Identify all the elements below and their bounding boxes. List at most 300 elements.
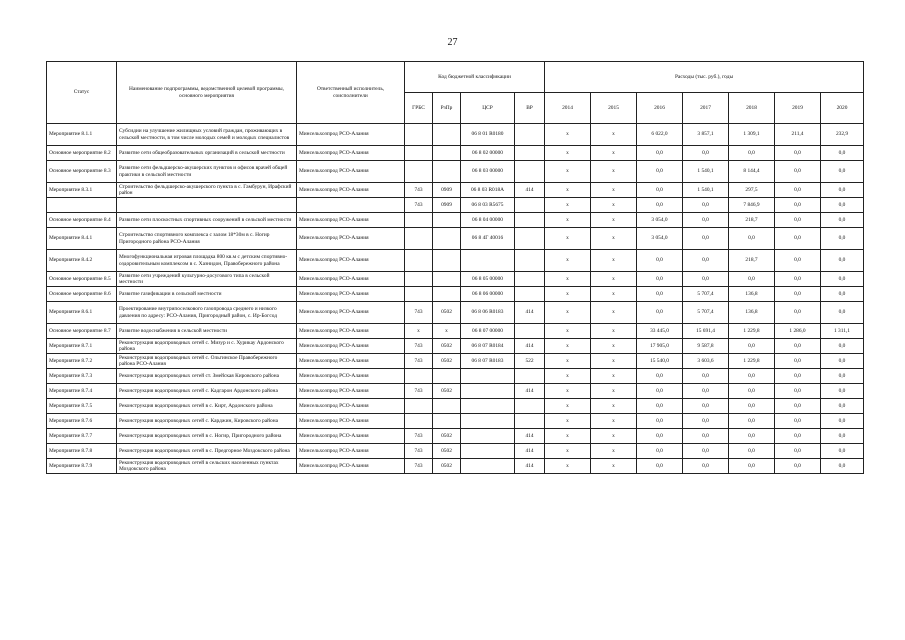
row-name: Развитие газификации в сельской местности [117, 287, 297, 302]
row-vr: 414 [515, 302, 545, 324]
table-row [47, 444, 864, 459]
row-value-2015: х [591, 250, 637, 272]
row-executor: Минсельхозпрод РСО-Алания [297, 213, 405, 228]
row-value-2019: 0,0 [775, 198, 821, 213]
row-vr [515, 414, 545, 429]
row-csr: 06 8 4Г 40016 [461, 228, 515, 250]
row-value-2019: 0,0 [775, 250, 821, 272]
row-value-2019: 0,0 [775, 414, 821, 429]
row-value-2018: 1 229,8 [729, 354, 775, 369]
row-rzpr [433, 272, 461, 287]
row-vr [515, 369, 545, 384]
row-value-2015: х [591, 354, 637, 369]
row-name: Реконструкция водопроводных сетей в сельских населенных пунктах Моздокского района [117, 459, 297, 474]
row-csr [461, 250, 515, 272]
header-status: Статус [47, 62, 117, 124]
row-executor: Минсельхозпрод РСО-Алания [297, 250, 405, 272]
row-vr [515, 198, 545, 213]
row-value-2019: 0,0 [775, 146, 821, 161]
row-vr: 414 [515, 183, 545, 198]
row-executor: Минсельхозпрод РСО-Алания [297, 124, 405, 146]
row-value-2018: 0,0 [729, 429, 775, 444]
row-value-2020: 0,0 [821, 339, 864, 354]
row-value-2018: 218,7 [729, 213, 775, 228]
row-value-2017: 0,0 [683, 429, 729, 444]
row-value-2019: 0,0 [775, 272, 821, 287]
row-status: Мероприятие 8.1.1 [47, 124, 117, 146]
row-rzpr: 0502 [433, 384, 461, 399]
row-rzpr [433, 414, 461, 429]
row-value-2020: 0,0 [821, 384, 864, 399]
row-status: Мероприятие 8.7.6 [47, 414, 117, 429]
row-value-2020: 0,0 [821, 228, 864, 250]
row-value-2015: х [591, 287, 637, 302]
row-value-2018: 7 846,9 [729, 198, 775, 213]
row-value-2014: х [545, 198, 591, 213]
row-grbs: 743 [405, 183, 433, 198]
row-executor: Минсельхозпрод РСО-Алания [297, 444, 405, 459]
row-value-2016: 0,0 [637, 161, 683, 183]
row-grbs: 743 [405, 198, 433, 213]
row-rzpr [433, 399, 461, 414]
row-value-2017: 1 540,1 [683, 161, 729, 183]
row-value-2015: х [591, 161, 637, 183]
row-value-2018: 136,8 [729, 302, 775, 324]
row-status: Мероприятие 8.3.1 [47, 183, 117, 198]
row-value-2020: 0,0 [821, 161, 864, 183]
row-value-2019: 0,0 [775, 161, 821, 183]
row-csr [461, 414, 515, 429]
row-status: Основное мероприятие 8.4 [47, 213, 117, 228]
row-vr: 414 [515, 339, 545, 354]
row-value-2018: 0,0 [729, 414, 775, 429]
row-value-2019: 0,0 [775, 444, 821, 459]
row-executor: Минсельхозпрод РСО-Алания [297, 384, 405, 399]
table-row [47, 354, 864, 369]
row-rzpr [433, 146, 461, 161]
row-status: Мероприятие 8.7.7 [47, 429, 117, 444]
table-row [47, 250, 864, 272]
row-value-2018: 1 229,8 [729, 324, 775, 339]
table-row [47, 429, 864, 444]
row-rzpr [433, 124, 461, 146]
table-row [47, 414, 864, 429]
row-executor [297, 198, 405, 213]
header-year-6: 2020 [821, 93, 864, 124]
row-status: Мероприятие 8.7.2 [47, 354, 117, 369]
row-executor: Минсельхозпрод РСО-Алания [297, 459, 405, 474]
row-value-2016: 3 054,0 [637, 213, 683, 228]
row-executor: Минсельхозпрод РСО-Алания [297, 399, 405, 414]
row-name: Развитие водоснабжения в сельской местности [117, 324, 297, 339]
row-rzpr [433, 161, 461, 183]
row-name: Субсидии на улучшение жилищных условий граждан, проживающих в сельской местности, в том числе молодых семей и молодых специалистов [117, 124, 297, 146]
table-row [47, 198, 864, 213]
row-value-2015: х [591, 384, 637, 399]
row-value-2017: 0,0 [683, 369, 729, 384]
row-name [117, 198, 297, 213]
row-executor: Минсельхозпрод РСО-Алания [297, 146, 405, 161]
row-value-2016: 0,0 [637, 287, 683, 302]
row-grbs [405, 287, 433, 302]
row-csr [461, 369, 515, 384]
row-value-2015: х [591, 414, 637, 429]
row-value-2019: 0,0 [775, 287, 821, 302]
row-value-2017: 0,0 [683, 213, 729, 228]
row-value-2018: 0,0 [729, 399, 775, 414]
row-name: Реконструкция водопроводных сетей с. Карджин, Кировского района [117, 414, 297, 429]
row-value-2014: х [545, 183, 591, 198]
row-grbs: х [405, 324, 433, 339]
row-name: Проектирование внутрипоселкового газопровода среднего и низкого давления по адресу: РСО-Алания, Пригородный район, с. Ир-Богсод [117, 302, 297, 324]
row-name: Реконструкция водопроводных сетей с. Мизур и с. Хурикау Ардонского района [117, 339, 297, 354]
row-value-2015: х [591, 399, 637, 414]
row-name: Строительство спортивного комплекса с залом 18*30м в с. Ногир Пригородного района РСО-Алания [117, 228, 297, 250]
row-vr [515, 146, 545, 161]
header-code-1: РзПр [433, 93, 461, 124]
row-value-2020: 0,0 [821, 250, 864, 272]
row-value-2017: 0,0 [683, 414, 729, 429]
row-value-2016: 0,0 [637, 384, 683, 399]
row-rzpr: 0502 [433, 459, 461, 474]
row-rzpr: 0502 [433, 429, 461, 444]
row-csr: 06 8 06 00000 [461, 287, 515, 302]
row-value-2017: 9 587,8 [683, 339, 729, 354]
row-vr [515, 228, 545, 250]
row-vr [515, 324, 545, 339]
row-status: Мероприятие 8.7.9 [47, 459, 117, 474]
row-grbs [405, 124, 433, 146]
row-executor: Минсельхозпрод РСО-Алания [297, 429, 405, 444]
header-executor: Ответственный исполнитель, соисполнители [297, 62, 405, 124]
row-executor: Минсельхозпрод РСО-Алания [297, 228, 405, 250]
row-value-2018: 1 309,1 [729, 124, 775, 146]
row-status: Основное мероприятие 8.2 [47, 146, 117, 161]
table-row [47, 384, 864, 399]
row-value-2017: 0,0 [683, 198, 729, 213]
row-value-2016: 0,0 [637, 459, 683, 474]
row-value-2016: 33 445,0 [637, 324, 683, 339]
row-value-2015: х [591, 459, 637, 474]
row-value-2014: х [545, 287, 591, 302]
row-value-2017: 0,0 [683, 444, 729, 459]
row-grbs: 743 [405, 302, 433, 324]
row-value-2020: 0,0 [821, 287, 864, 302]
row-value-2014: х [545, 146, 591, 161]
row-executor: Минсельхозпрод РСО-Алания [297, 272, 405, 287]
row-csr: 06 8 01 R0180 [461, 124, 515, 146]
row-value-2018: 8 144,4 [729, 161, 775, 183]
row-csr: 06 8 07 R0184 [461, 339, 515, 354]
row-csr [461, 459, 515, 474]
row-grbs [405, 228, 433, 250]
row-executor: Минсельхозпрод РСО-Алания [297, 287, 405, 302]
row-value-2019: 211,4 [775, 124, 821, 146]
row-name: Многофункциональная игровая площадка 800 кв.м с детским спортивно-оздоровительным комплексом в с. Хазнидон, Правобережного района [117, 250, 297, 272]
row-grbs: 743 [405, 429, 433, 444]
row-value-2016: 17 905,0 [637, 339, 683, 354]
row-value-2014: х [545, 339, 591, 354]
table-body [47, 124, 864, 474]
row-value-2019: 0,0 [775, 183, 821, 198]
row-value-2015: х [591, 213, 637, 228]
row-value-2020: 1 311,1 [821, 324, 864, 339]
row-vr: 414 [515, 444, 545, 459]
row-value-2019: 0,0 [775, 369, 821, 384]
header-year-0: 2014 [545, 93, 591, 124]
row-value-2019: 0,0 [775, 429, 821, 444]
row-value-2020: 0,0 [821, 414, 864, 429]
row-value-2016: 15 540,0 [637, 354, 683, 369]
row-value-2017: 0,0 [683, 272, 729, 287]
row-value-2017: 0,0 [683, 146, 729, 161]
row-value-2017: 5 707,4 [683, 287, 729, 302]
row-value-2014: х [545, 384, 591, 399]
row-grbs [405, 369, 433, 384]
row-name: Реконструкция водопроводных сетей в с. Кирт, Ардонского района [117, 399, 297, 414]
row-rzpr [433, 228, 461, 250]
row-value-2020: 0,0 [821, 429, 864, 444]
row-value-2020: 232,9 [821, 124, 864, 146]
row-rzpr [433, 369, 461, 384]
header-code-3: ВР [515, 93, 545, 124]
row-value-2016: 3 054,0 [637, 228, 683, 250]
row-value-2020: 0,0 [821, 354, 864, 369]
row-name: Реконструкция водопроводных сетей ст. Змейская Кировского района [117, 369, 297, 384]
row-grbs: 743 [405, 459, 433, 474]
row-value-2016: 0,0 [637, 444, 683, 459]
row-value-2017: 5 707,4 [683, 302, 729, 324]
row-grbs [405, 161, 433, 183]
row-value-2019: 1 286,0 [775, 324, 821, 339]
table-row [47, 324, 864, 339]
row-name: Развитие сети учреждений культурно-досугового типа в сельской местности [117, 272, 297, 287]
row-status: Мероприятие 8.7.5 [47, 399, 117, 414]
row-csr: 06 8 04 00000 [461, 213, 515, 228]
row-rzpr: 0502 [433, 339, 461, 354]
row-name: Развитие сети плоскостных спортивных сооружений в сельской местности [117, 213, 297, 228]
row-value-2019: 0,0 [775, 384, 821, 399]
row-name: Реконструкция водопроводных сетей в с. Ногир, Пригородного района [117, 429, 297, 444]
table-row [47, 272, 864, 287]
row-csr [461, 384, 515, 399]
row-value-2019: 0,0 [775, 459, 821, 474]
row-value-2020: 0,0 [821, 302, 864, 324]
row-value-2016: 0,0 [637, 183, 683, 198]
row-vr [515, 161, 545, 183]
row-value-2017: 0,0 [683, 384, 729, 399]
row-value-2020: 0,0 [821, 198, 864, 213]
row-vr [515, 399, 545, 414]
row-value-2014: х [545, 124, 591, 146]
row-vr: 414 [515, 429, 545, 444]
row-value-2014: х [545, 324, 591, 339]
row-value-2017: 0,0 [683, 250, 729, 272]
table-row [47, 213, 864, 228]
row-status: Основное мероприятие 8.7 [47, 324, 117, 339]
row-value-2016: 0,0 [637, 272, 683, 287]
row-executor: Минсельхозпрод РСО-Алания [297, 183, 405, 198]
row-rzpr: х [433, 324, 461, 339]
row-value-2016: 0,0 [637, 198, 683, 213]
row-vr [515, 287, 545, 302]
row-grbs: 743 [405, 444, 433, 459]
row-value-2015: х [591, 429, 637, 444]
row-value-2017: 1 540,1 [683, 183, 729, 198]
row-grbs: 743 [405, 339, 433, 354]
row-value-2018: 0,0 [729, 384, 775, 399]
table-row [47, 459, 864, 474]
row-value-2015: х [591, 183, 637, 198]
row-grbs: 743 [405, 354, 433, 369]
row-rzpr [433, 250, 461, 272]
header-code-2: ЦСР [461, 93, 515, 124]
row-value-2018: 218,7 [729, 250, 775, 272]
table-row [47, 146, 864, 161]
row-vr [515, 250, 545, 272]
row-vr: 414 [515, 459, 545, 474]
row-grbs [405, 272, 433, 287]
row-csr: 06 8 06 R0183 [461, 302, 515, 324]
row-value-2014: х [545, 272, 591, 287]
table-row [47, 399, 864, 414]
row-csr: 06 8 03 00000 [461, 161, 515, 183]
row-value-2015: х [591, 272, 637, 287]
row-value-2014: х [545, 354, 591, 369]
row-vr: 522 [515, 354, 545, 369]
row-grbs: 743 [405, 384, 433, 399]
header-year-4: 2018 [729, 93, 775, 124]
row-value-2015: х [591, 302, 637, 324]
row-status: Основное мероприятие 8.6 [47, 287, 117, 302]
row-status: Мероприятие 8.7.4 [47, 384, 117, 399]
row-value-2019: 0,0 [775, 354, 821, 369]
row-status: Мероприятие 8.4.1 [47, 228, 117, 250]
row-name: Реконструкция водопроводных сетей с. Ольгинское Правобережного района РСО-Алания [117, 354, 297, 369]
row-value-2016: 0,0 [637, 302, 683, 324]
table-header [47, 62, 864, 124]
row-value-2014: х [545, 213, 591, 228]
row-value-2020: 0,0 [821, 459, 864, 474]
row-value-2020: 0,0 [821, 146, 864, 161]
row-value-2018: 0,0 [729, 459, 775, 474]
row-value-2014: х [545, 399, 591, 414]
row-value-2014: х [545, 302, 591, 324]
row-value-2020: 0,0 [821, 444, 864, 459]
row-executor: Минсельхозпрод РСО-Алания [297, 414, 405, 429]
row-value-2016: 0,0 [637, 250, 683, 272]
row-status: Основное мероприятие 8.5 [47, 272, 117, 287]
row-rzpr: 0502 [433, 302, 461, 324]
header-year-3: 2017 [683, 93, 729, 124]
row-name: Развитие сети общеобразовательных организаций в сельской местности [117, 146, 297, 161]
row-value-2018: 0,0 [729, 339, 775, 354]
row-csr: 06 8 03 R5675 [461, 198, 515, 213]
row-value-2019: 0,0 [775, 302, 821, 324]
row-executor: Минсельхозпрод РСО-Алания [297, 161, 405, 183]
row-grbs [405, 250, 433, 272]
row-value-2020: 0,0 [821, 272, 864, 287]
budget-table [46, 61, 864, 474]
row-value-2018: 0,0 [729, 146, 775, 161]
header-code-group: Код бюджетной классификации [405, 62, 545, 93]
row-value-2014: х [545, 369, 591, 384]
row-value-2016: 0,0 [637, 146, 683, 161]
row-value-2018: 297,5 [729, 183, 775, 198]
row-value-2019: 0,0 [775, 399, 821, 414]
row-value-2018: 136,8 [729, 287, 775, 302]
row-status [47, 198, 117, 213]
row-value-2018: 0,0 [729, 228, 775, 250]
row-value-2017: 0,0 [683, 459, 729, 474]
row-value-2017: 3 857,1 [683, 124, 729, 146]
row-grbs [405, 414, 433, 429]
row-value-2020: 0,0 [821, 399, 864, 414]
row-status: Мероприятие 8.7.8 [47, 444, 117, 459]
header-code-0: ГРБС [405, 93, 433, 124]
row-csr [461, 444, 515, 459]
row-status: Мероприятие 8.7.1 [47, 339, 117, 354]
row-value-2015: х [591, 339, 637, 354]
table-row [47, 369, 864, 384]
row-value-2014: х [545, 414, 591, 429]
table-row [47, 183, 864, 198]
row-rzpr [433, 213, 461, 228]
row-value-2020: 0,0 [821, 213, 864, 228]
row-value-2016: 0,0 [637, 369, 683, 384]
row-value-2019: 0,0 [775, 228, 821, 250]
header-year-5: 2019 [775, 93, 821, 124]
header-expenses-group: Расходы (тыс. руб.), годы [545, 62, 864, 93]
row-grbs [405, 399, 433, 414]
row-csr: 06 8 05 00000 [461, 272, 515, 287]
row-value-2017: 0,0 [683, 399, 729, 414]
row-name: Строительство фельдшерско-акушерского пункта в с. Гамбурун, Ирафский район [117, 183, 297, 198]
row-value-2018: 0,0 [729, 369, 775, 384]
table-row [47, 302, 864, 324]
table-row [47, 339, 864, 354]
row-value-2017: 15 691,4 [683, 324, 729, 339]
row-name: Реконструкция водопроводных сетей в с. Предгорное Моздокского района [117, 444, 297, 459]
row-value-2017: 3 603,6 [683, 354, 729, 369]
row-rzpr: 0909 [433, 198, 461, 213]
row-value-2014: х [545, 250, 591, 272]
header-year-2: 2016 [637, 93, 683, 124]
row-value-2015: х [591, 198, 637, 213]
row-csr: 06 8 02 00000 [461, 146, 515, 161]
row-value-2014: х [545, 459, 591, 474]
page-number: 27 [447, 37, 458, 48]
row-value-2016: 6 022,0 [637, 124, 683, 146]
row-rzpr: 0502 [433, 354, 461, 369]
row-csr [461, 429, 515, 444]
row-status: Мероприятие 8.7.3 [47, 369, 117, 384]
table-row [47, 287, 864, 302]
row-grbs [405, 213, 433, 228]
row-status: Основное мероприятие 8.3 [47, 161, 117, 183]
row-value-2017: 0,0 [683, 228, 729, 250]
table-row [47, 228, 864, 250]
row-vr [515, 272, 545, 287]
row-value-2014: х [545, 228, 591, 250]
row-csr: 06 8 03 R018A [461, 183, 515, 198]
row-value-2019: 0,0 [775, 213, 821, 228]
row-executor: Минсельхозпрод РСО-Алания [297, 369, 405, 384]
row-rzpr [433, 287, 461, 302]
row-vr [515, 213, 545, 228]
row-executor: Минсельхозпрод РСО-Алания [297, 324, 405, 339]
row-value-2014: х [545, 444, 591, 459]
